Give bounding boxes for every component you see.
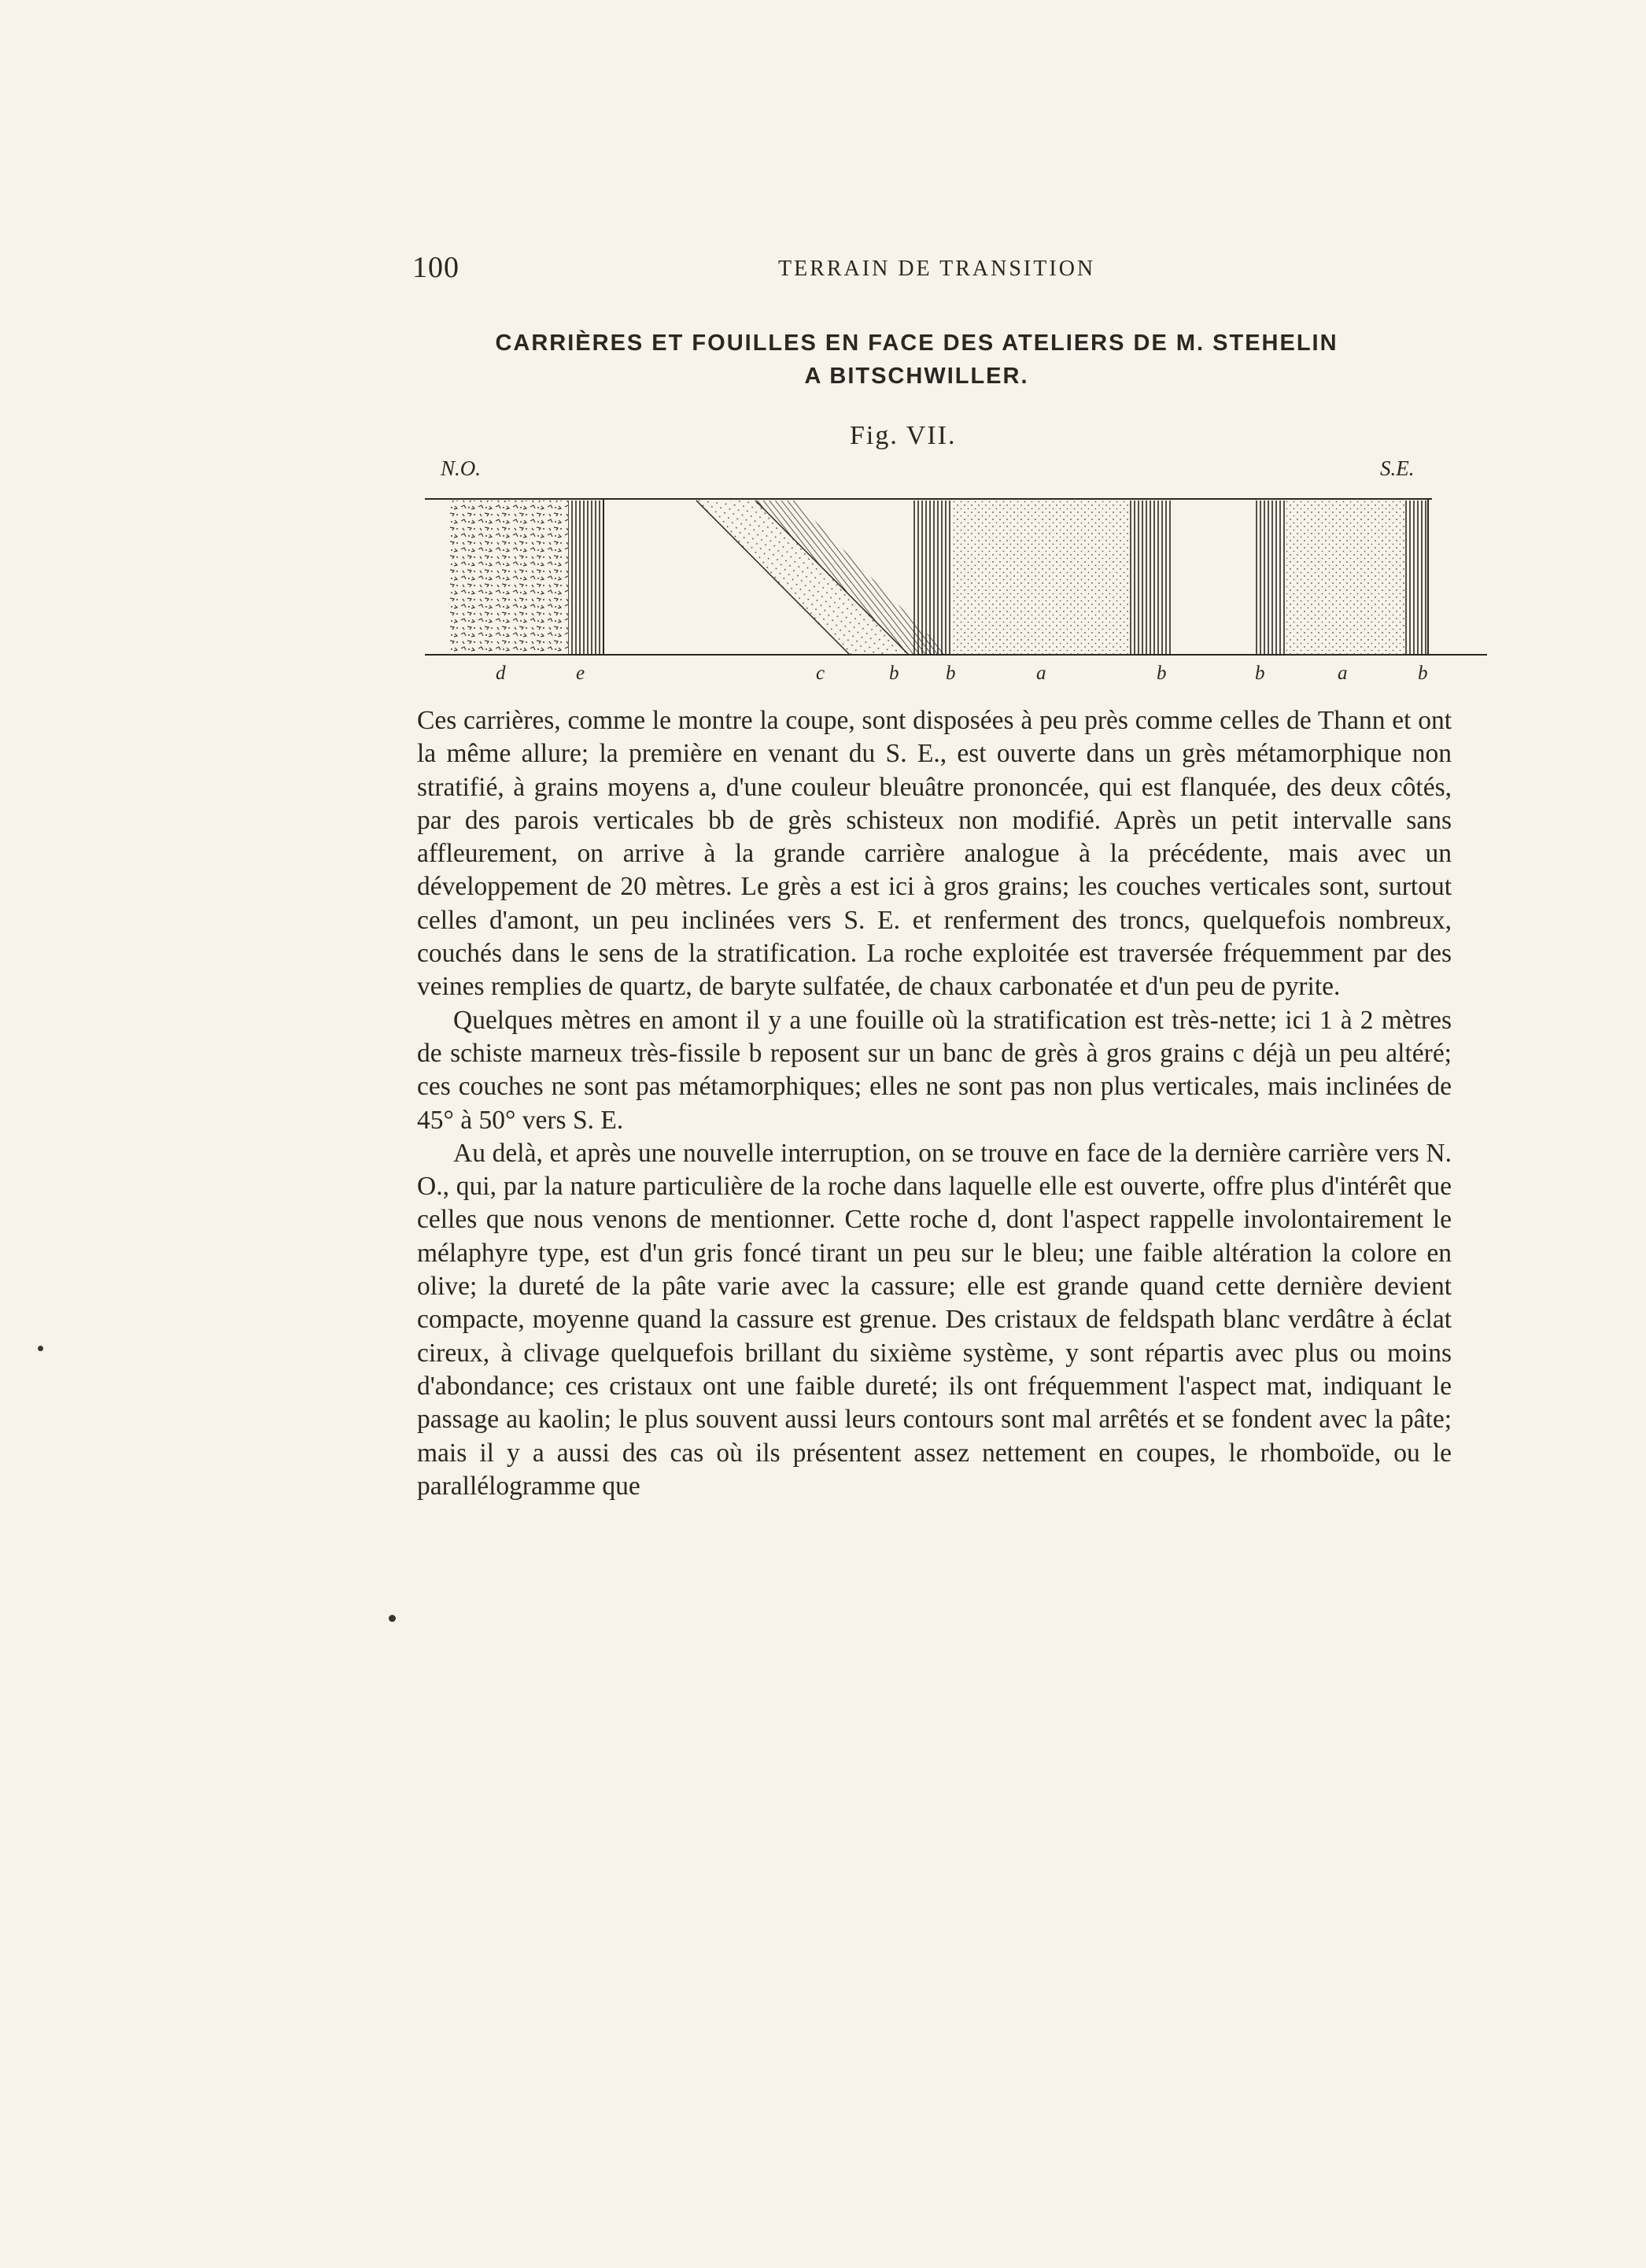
margin-mark bbox=[389, 1615, 396, 1622]
margin-mark bbox=[38, 1346, 43, 1351]
layer-b-vertical-wall-1 bbox=[913, 501, 952, 655]
layer-b-vertical-wall-4 bbox=[1404, 501, 1428, 655]
layer-label-b: b bbox=[889, 663, 899, 684]
layer-label-d: d bbox=[496, 663, 506, 684]
layer-a-large-quarry bbox=[952, 501, 1129, 655]
layer-labels bbox=[425, 663, 1487, 694]
layer-b-vertical-wall-3 bbox=[1255, 501, 1286, 655]
layer-label-a: a bbox=[1338, 663, 1348, 684]
layer-label-c: c bbox=[816, 663, 825, 684]
layer-label-b: b bbox=[1157, 663, 1167, 684]
layer-d-melaphyre bbox=[450, 501, 568, 655]
figure-title-line-1: CARRIÈRES ET FOUILLES EN FACE DES ATELIERS DE M. STEHELIN bbox=[495, 331, 1338, 356]
layer-a-metamorphic-quarry bbox=[1286, 501, 1404, 655]
figure-caption: Fig. VII. bbox=[850, 421, 957, 450]
layer-b-vertical-wall-2 bbox=[1129, 501, 1172, 655]
orientation-southeast: S.E. bbox=[1380, 456, 1415, 480]
layer-label-a: a bbox=[1036, 663, 1046, 684]
paragraph-1: Ces carrières, comme le montre la coupe, sont disposées à peu près comme celles de Thann et ont la même allure; la première en venant du S. E., est ouverte dans un grès métamorphique non stratifié, à grains moyens a, d'une couleur bleuâtre prononcée, qui est flanquée, des deux côtés, par des parois verticales bb de grès schisteux non modifié. Après un petit intervalle sans affleurement, on arrive à la grande carrière analogue à la précédente, mais avec un développement de 20 mètres. Le grès a est ici à gros grains; les couches verticales sont, surtout celles d'amont, un peu inclinées vers S. E. et renferment des troncs, quelquefois nombreux, couchés dans le sens de la stratification. La roche exploitée est traversée fréquemment par des veines remplies de quartz, de baryte sulfatée, de chaux carbonatée et d'un peu de pyrite. bbox=[417, 706, 1452, 1002]
figure-title bbox=[409, 327, 1424, 393]
layer-label-e: e bbox=[576, 663, 585, 684]
body-text bbox=[417, 704, 1452, 1503]
page-number: 100 bbox=[412, 251, 459, 284]
layer-label-b: b bbox=[946, 663, 956, 684]
paragraph-3: Au delà, et après une nouvelle interruption, on se trouve en face de la dernière carrière vers N. O., qui, par la nature particulière de la roche dans laquelle elle est ouverte, offre plus d'intérêt que celles que nous venons de mentionner. Cette roche d, dont l'aspect rappelle involontairement le mélaphyre type, est d'un gris foncé tirant un peu sur le bleu; une faible altération la colore en olive; la dureté de la pâte varie avec la cassure; elle est grande quand cette dernière devient compacte, moyenne quand la cassure est grenue. Des cristaux de feldspath blanc verdâtre à éclat cireux, à clivage quelquefois brillant du sixième système, y sont répartis avec plus ou moins d'abondance; ces cristaux ont une faible dureté; ils ont fréquemment l'aspect mat, indiquant le passage au kaolin; le plus souvent aussi leurs contours sont mal arrêtés et se fondent avec la pâte; mais il y a aussi des cas où ils présentent assez nettement en coupes, le rhomboïde, ou le parallélogramme que bbox=[417, 1138, 1452, 1501]
paragraph-2: Quelques mètres en amont il y a une fouille où la stratification est très-nette; ici 1 à 2 mètres de schiste marneux très-fissile b reposent sur un banc de grès à gros grains c déjà un peu altéré; ces couches ne sont pas métamorphiques; elles ne sont pas non plus verticales, mais inclinées de 45° à 50° vers S. E. bbox=[417, 1005, 1452, 1135]
layer-label-b: b bbox=[1255, 663, 1265, 684]
geological-section bbox=[425, 489, 1487, 663]
running-head: TERRAIN DE TRANSITION bbox=[778, 257, 1096, 281]
orientation-northwest: N.O. bbox=[441, 456, 482, 480]
page-header bbox=[412, 250, 1231, 290]
layer-e-strata bbox=[568, 501, 603, 655]
layer-label-b: b bbox=[1418, 663, 1428, 684]
figure-title-line-2: A BITSCHWILLER. bbox=[804, 364, 1029, 389]
